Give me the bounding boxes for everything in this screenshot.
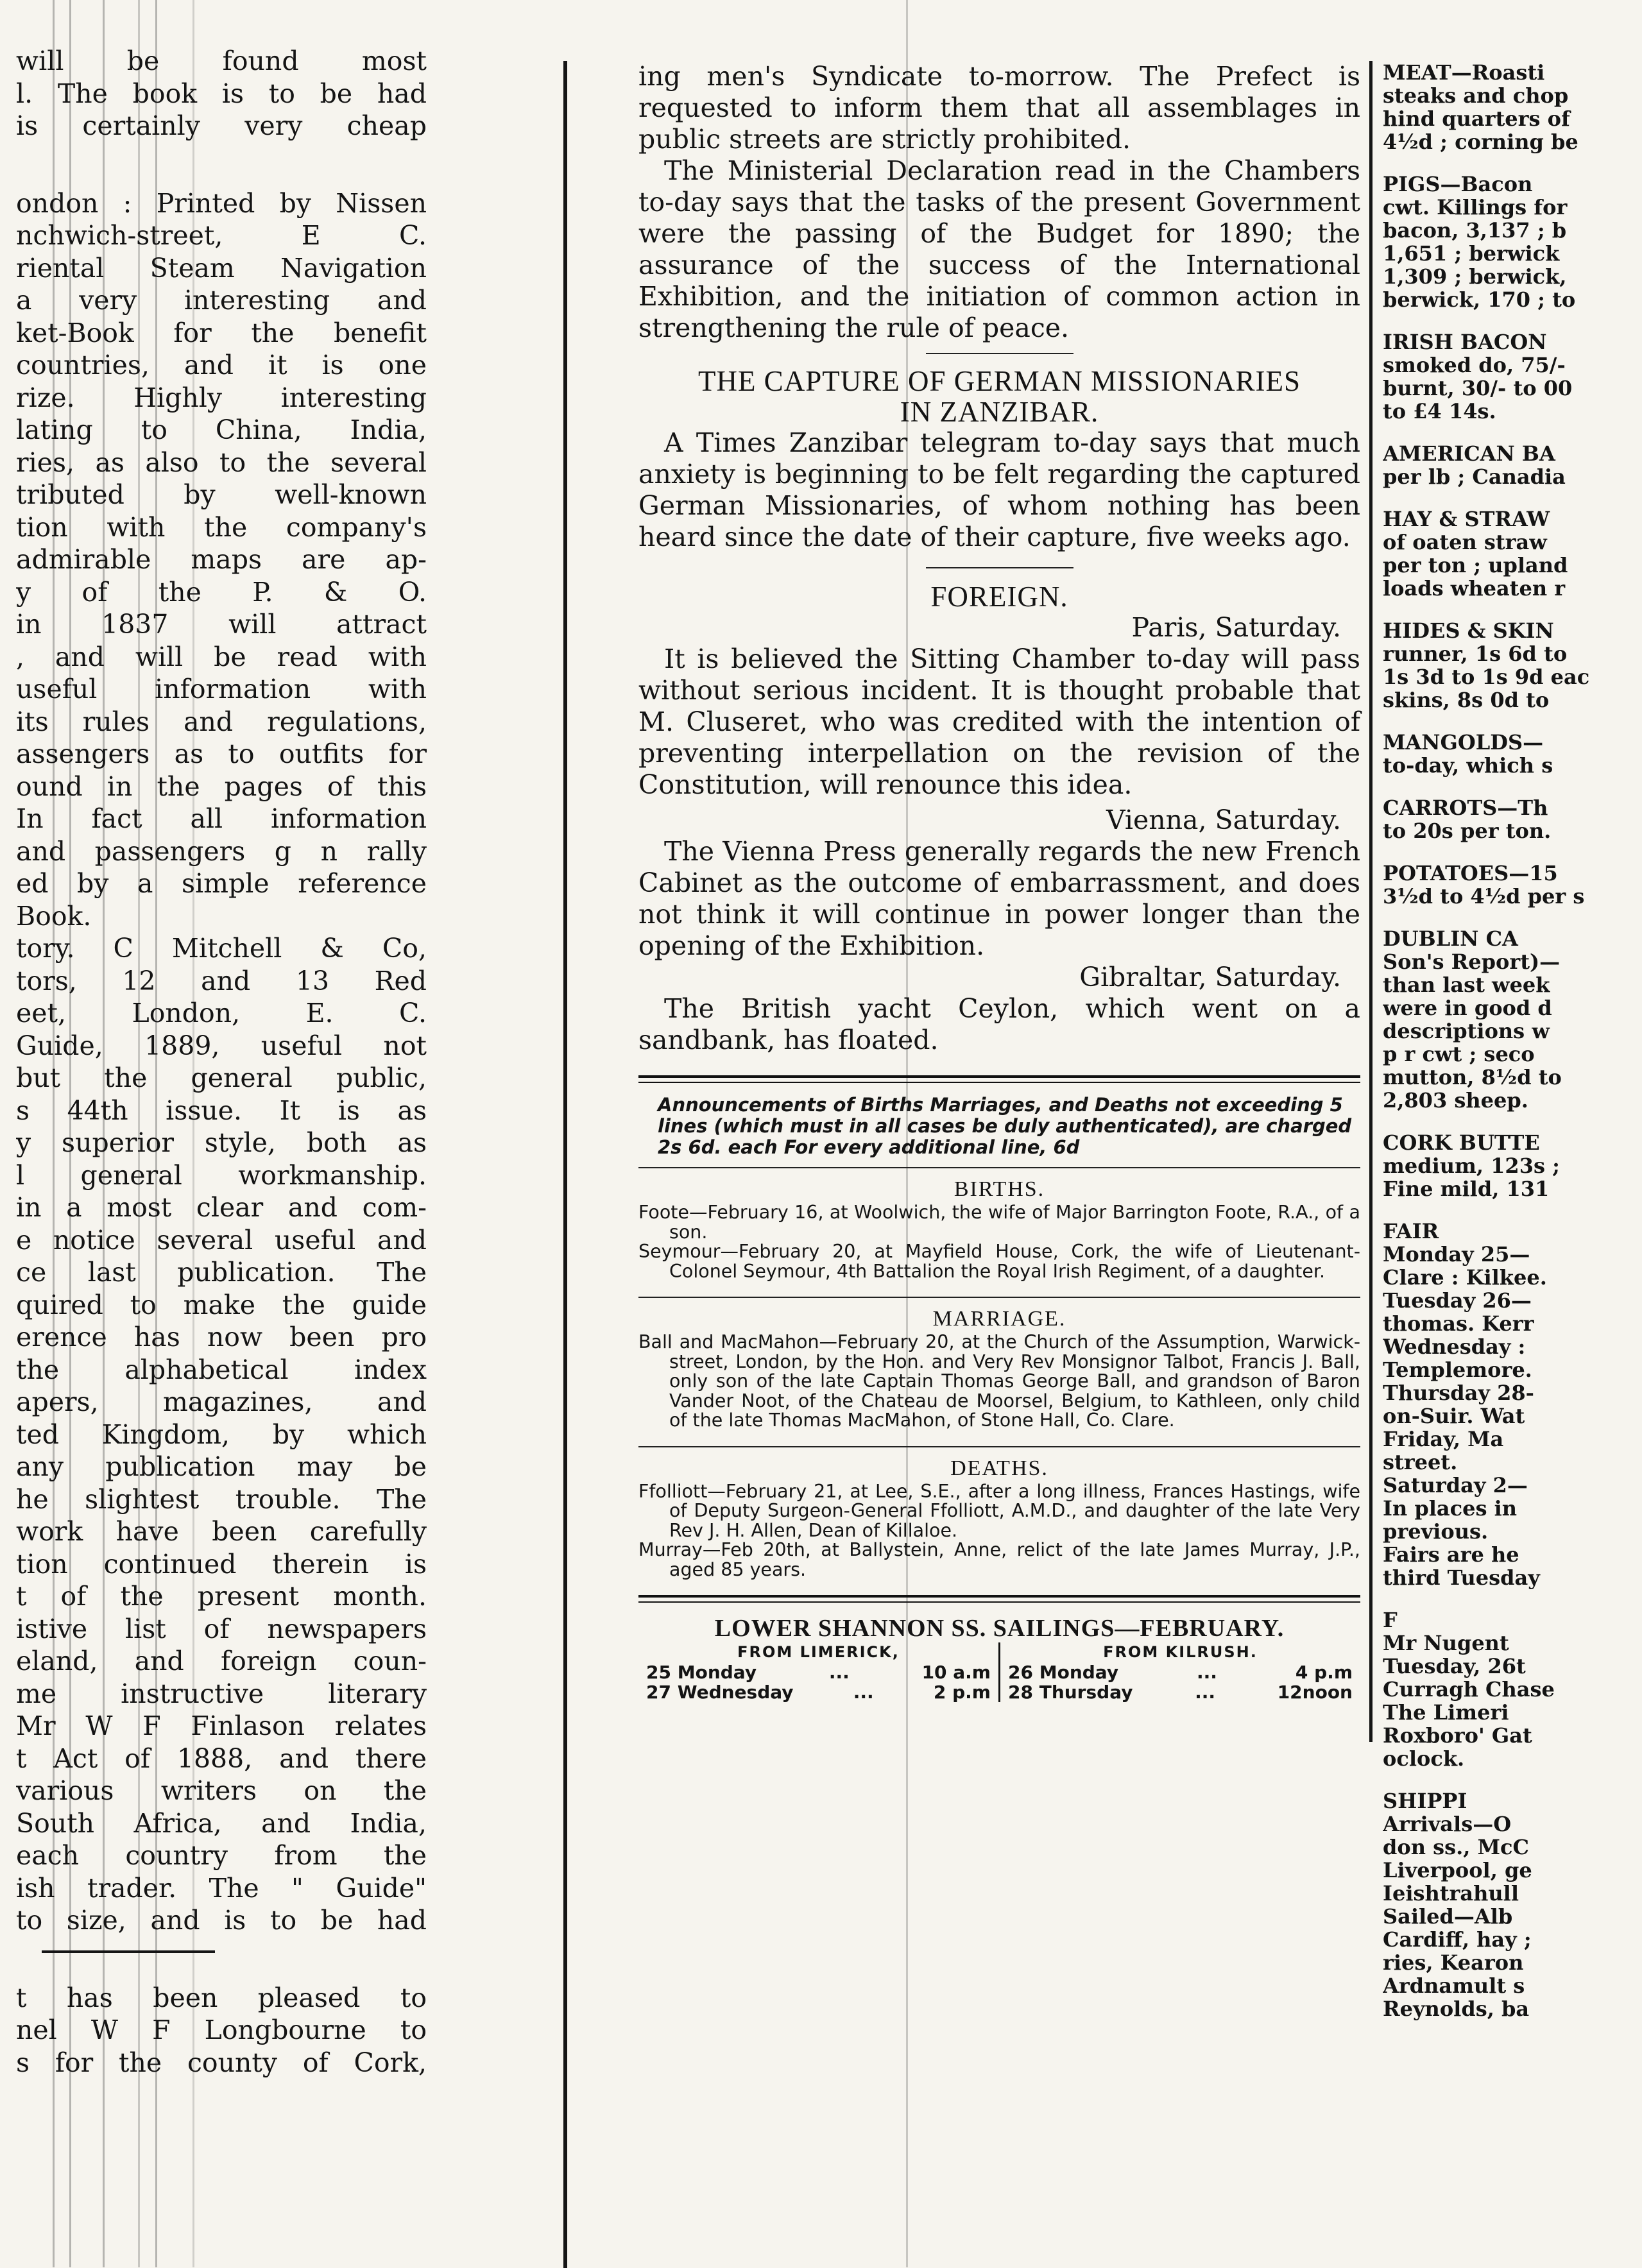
sailing-time: 2 p.m bbox=[933, 1682, 991, 1703]
paris-dateline: Paris, Saturday. bbox=[1131, 612, 1341, 643]
text-line: In fact all information bbox=[16, 803, 427, 834]
text-line: its rules and regulations, bbox=[16, 706, 427, 737]
from-kilrush-label: FROM KILRUSH. bbox=[1103, 1643, 1258, 1661]
text-line: erence has now been pro bbox=[16, 1322, 427, 1352]
text-line: F bbox=[1383, 1608, 1398, 1632]
text-line: of oaten straw bbox=[1383, 530, 1547, 554]
text-line: tors, 12 and 13 Red bbox=[16, 965, 427, 996]
text-line: eet, London, E. C. bbox=[16, 998, 427, 1028]
text-line: p r cwt ; seco bbox=[1383, 1042, 1535, 1066]
text-line: Monday 25— bbox=[1383, 1242, 1530, 1266]
text-line: to-day, which s bbox=[1383, 753, 1553, 778]
death-entry: Ffolliott—February 21, at Lee, S.E., after a long illness, Frances Hastings, wife of Deputy Surgeon-General Ffolliott, A.M.D., and daughter of the late Very Rev J. H. Allen, Dean of Killaloe. bbox=[638, 1480, 1360, 1541]
text-line: ound in the pages of this bbox=[16, 771, 427, 802]
text-line: were in good d bbox=[1383, 996, 1552, 1020]
text-line: oclock. bbox=[1383, 1746, 1465, 1771]
text-line: MANGOLDS— bbox=[1383, 730, 1544, 755]
sailing-dots: ... bbox=[853, 1682, 874, 1703]
sailings-table bbox=[638, 1642, 1360, 1702]
sailing-day: 25 Monday bbox=[646, 1662, 757, 1683]
text-line: various writers on the bbox=[16, 1775, 427, 1806]
text-line: the alphabetical index bbox=[16, 1354, 427, 1385]
text-line: Templemore. bbox=[1383, 1358, 1532, 1382]
sailing-row bbox=[646, 1682, 991, 1702]
text-line: Ieishtrahull bbox=[1383, 1881, 1519, 1906]
death-entry: Murray—Feb 20th, at Ballystein, Anne, relict of the late James Murray, J.P., aged 85 years. bbox=[638, 1539, 1360, 1580]
text-line: ted Kingdom, by which bbox=[16, 1419, 427, 1450]
announcements-notice: Announcements of Births Marriages, and Deaths not exceeding 5 lines (which must in all cases be duly authenticated), are charged 2s 6d. each For every additional line, 6d bbox=[658, 1094, 1352, 1158]
text-line: loads wheaten r bbox=[1383, 576, 1566, 601]
text-line: countries, and it is one bbox=[16, 350, 427, 380]
text-line: Ardnamult s bbox=[1383, 1974, 1525, 1998]
sailings-title: LOWER SHANNON SS. SAILINGS—FEBRUARY. bbox=[714, 1615, 1285, 1642]
text-line: Curragh Chase bbox=[1383, 1677, 1555, 1701]
vienna-dateline: Vienna, Saturday. bbox=[1106, 805, 1341, 835]
text-line: and passengers g n rally bbox=[16, 835, 427, 867]
text-line: berwick, 170 ; to bbox=[1383, 287, 1576, 312]
text-line: MEAT—Roasti bbox=[1383, 61, 1545, 85]
text-line: burnt, 30/- to 00 bbox=[1383, 376, 1573, 400]
text-line: Thursday 28- bbox=[1383, 1381, 1534, 1405]
text-line: Roxboro' Gat bbox=[1383, 1723, 1532, 1748]
text-line: smoked do, 75/- bbox=[1383, 353, 1566, 377]
text-line: Cardiff, hay ; bbox=[1383, 1927, 1532, 1952]
text-line: Arrivals—O bbox=[1383, 1812, 1512, 1836]
text-line: ries, as also to the several bbox=[16, 447, 427, 478]
births-heading: BIRTHS. bbox=[954, 1177, 1045, 1201]
marriage-entry: Ball and MacMahon—February 20, at the Church of the Assumption, Warwick-street, London, by the Hon. and Very Rev Monsignor Talbot, Francis J. Ball, only son of the late Captain Thomas George Ball, and grandson of Baron Vander Noot, of the Chateau de Moorsel, Belgium, to Kathleen, only child of the late Thomas MacMahon, of Stone Hall, Co. Clare. bbox=[638, 1331, 1360, 1431]
text-line: s 44th issue. It is as bbox=[16, 1095, 427, 1126]
text-line: ket-Book for the benefit bbox=[16, 317, 427, 348]
text-line: per lb ; Canadia bbox=[1383, 465, 1566, 489]
text-line: bacon, 3,137 ; b bbox=[1383, 218, 1567, 243]
text-line: assengers as to outfits for bbox=[16, 738, 427, 769]
text-line: t has been pleased to bbox=[16, 1982, 427, 2013]
text-line: 4½d ; corning be bbox=[1383, 130, 1578, 154]
text-line: HIDES & SKIN bbox=[1383, 618, 1554, 643]
text-line: admirable maps are ap- bbox=[16, 544, 427, 575]
text-line: than last week bbox=[1383, 973, 1550, 997]
sailing-time: 10 a.m bbox=[921, 1662, 991, 1683]
text-line: tory. C Mitchell & Co, bbox=[16, 933, 427, 964]
line-gap bbox=[1383, 842, 1642, 862]
text-line: Tuesday, 26t bbox=[1383, 1654, 1526, 1678]
text-line: , and will be read with bbox=[16, 641, 427, 672]
sailing-time: 4 p.m bbox=[1295, 1662, 1353, 1683]
middle-column bbox=[638, 61, 1360, 1702]
birth-entry: Seymour—February 20, at Mayfield House, Cork, the wife of Lieutenant-Colonel Seymour, 4th Battalion the Royal Irish Regiment, of a daughter. bbox=[638, 1241, 1360, 1282]
text-line: tributed by well-known bbox=[16, 479, 427, 510]
text-line: on-Suir. Wat bbox=[1383, 1404, 1525, 1428]
text-line: Tuesday 26— bbox=[1383, 1288, 1532, 1313]
text-line: Mr W F Finlason relates bbox=[16, 1710, 427, 1741]
sailing-row bbox=[1008, 1662, 1353, 1682]
text-line: per ton ; upland bbox=[1383, 553, 1568, 577]
sailing-day: 28 Thursday bbox=[1008, 1682, 1133, 1703]
text-line: DUBLIN CA bbox=[1383, 926, 1518, 951]
text-line: previous. bbox=[1383, 1519, 1489, 1544]
text-line: The Limeri bbox=[1383, 1700, 1509, 1725]
text-line: quired to make the guide bbox=[16, 1289, 427, 1320]
text-line: to size, and is to be had bbox=[16, 1905, 427, 1936]
kilrush-sailings bbox=[998, 1642, 1360, 1702]
text-line: ries, Kearon bbox=[1383, 1950, 1524, 1975]
sailing-dots: ... bbox=[1195, 1682, 1216, 1703]
text-line: a very interesting and bbox=[16, 285, 427, 316]
text-line: skins, 8s 0d to bbox=[1383, 688, 1550, 712]
text-line: y superior style, both as bbox=[16, 1127, 427, 1158]
section-rule bbox=[638, 1595, 1360, 1603]
text-line: to £4 14s. bbox=[1383, 399, 1496, 423]
ministerial-declaration: The Ministerial Declaration read in the Chambers to-day says that the tasks of the present Government were the passing of the Budget for 1890; the assurance of the success of the International Exhibition, and the initiation of common action in strengthening the rule of peace. bbox=[638, 155, 1360, 343]
text-line: riental Steam Navigation bbox=[16, 252, 427, 284]
text-line: Liverpool, ge bbox=[1383, 1858, 1532, 1882]
text-line: ish trader. The " Guide" bbox=[16, 1872, 427, 1904]
line-gap bbox=[16, 1937, 427, 1982]
text-line: me instructive literary bbox=[16, 1678, 427, 1709]
text-line: Saturday 2— bbox=[1383, 1473, 1528, 1497]
line-gap bbox=[1383, 777, 1642, 796]
line-gap bbox=[16, 142, 427, 187]
text-line: nchwich-street, E C. bbox=[16, 220, 427, 251]
line-gap bbox=[1383, 1200, 1642, 1220]
text-line: he slightest trouble. The bbox=[16, 1483, 427, 1515]
text-line: third Tuesday bbox=[1383, 1565, 1540, 1590]
paris-news-continued: ing men's Syndicate to-morrow. The Prefect is requested to inform them that all assemblages in public streets are strictly prohibited. bbox=[638, 61, 1360, 155]
sailing-row bbox=[646, 1662, 991, 1682]
text-line: l. The book is to be had bbox=[16, 78, 427, 109]
text-line: t of the present month. bbox=[16, 1581, 427, 1612]
text-line: 1s 3d to 1s 9d eac bbox=[1383, 665, 1590, 689]
text-line: runner, 1s 6d to bbox=[1383, 642, 1568, 666]
section-rule bbox=[638, 1075, 1360, 1083]
text-line: each country from the bbox=[16, 1840, 427, 1871]
marriage-heading: MARRIAGE. bbox=[932, 1307, 1066, 1331]
text-line: Fine mild, 131 bbox=[1383, 1177, 1550, 1201]
text-line: mutton, 8½d to bbox=[1383, 1065, 1562, 1089]
line-gap bbox=[1383, 311, 1642, 330]
text-line: s for the county of Cork, bbox=[16, 2047, 427, 2078]
text-line: useful information with bbox=[16, 674, 427, 704]
text-line: but the general public, bbox=[16, 1062, 427, 1093]
text-line: In places in bbox=[1383, 1496, 1518, 1521]
text-line: l general workmanship. bbox=[16, 1159, 427, 1191]
capture-headline: THE CAPTURE OF GERMAN MISSIONARIES bbox=[697, 365, 1301, 397]
sailing-day: 26 Monday bbox=[1008, 1662, 1119, 1683]
text-line: medium, 123s ; bbox=[1383, 1154, 1560, 1178]
text-line: AMERICAN BA bbox=[1383, 441, 1555, 466]
sailing-row bbox=[1008, 1682, 1353, 1702]
text-line: South Africa, and India, bbox=[16, 1807, 427, 1839]
text-line: is certainly very cheap bbox=[16, 110, 427, 141]
paris-article: It is believed the Sitting Chamber to-day will pass without serious incident. It is thought probable that M. Cluseret, who was credited with the intention of preventing interpellation on the revision of the Constitution, will renounce this idea. bbox=[638, 644, 1360, 800]
line-gap bbox=[1383, 488, 1642, 507]
text-line: Friday, Ma bbox=[1383, 1427, 1504, 1451]
limerick-sailings bbox=[638, 1642, 998, 1702]
separator bbox=[926, 353, 1073, 354]
text-line: cwt. Killings for bbox=[1383, 195, 1568, 219]
line-gap bbox=[1383, 423, 1642, 442]
line-gap bbox=[1383, 1112, 1642, 1131]
separator bbox=[638, 1446, 1360, 1447]
text-line: tion continued therein is bbox=[16, 1548, 427, 1580]
text-line: istive list of newspapers bbox=[16, 1613, 427, 1644]
text-line: 3½d to 4½d per s bbox=[1383, 884, 1585, 908]
text-line: lating to China, India, bbox=[16, 414, 427, 445]
text-line: CARROTS—Th bbox=[1383, 796, 1548, 820]
sailing-time: 12noon bbox=[1277, 1682, 1353, 1703]
line-gap bbox=[1383, 1770, 1642, 1789]
text-line: ce last publication. The bbox=[16, 1257, 427, 1288]
text-line: CORK BUTTE bbox=[1383, 1130, 1540, 1155]
text-line: tion with the company's bbox=[16, 511, 427, 543]
right-column-text bbox=[1383, 61, 1642, 2114]
gibraltar-dateline: Gibraltar, Saturday. bbox=[1079, 962, 1341, 993]
line-gap bbox=[1383, 153, 1642, 173]
text-line: PIGS—Bacon bbox=[1383, 172, 1533, 196]
sailing-day: 27 Wednesday bbox=[646, 1682, 794, 1703]
text-line: in 1837 will attract bbox=[16, 609, 427, 640]
from-limerick-label: FROM LIMERICK, bbox=[737, 1643, 900, 1661]
sailing-dots: ... bbox=[828, 1662, 850, 1683]
column-rule bbox=[563, 61, 567, 2268]
text-line: POTATOES—15 bbox=[1383, 861, 1558, 885]
text-line: steaks and chop bbox=[1383, 83, 1569, 108]
sailing-dots: ... bbox=[1197, 1662, 1217, 1683]
text-line: 2,803 sheep. bbox=[1383, 1088, 1528, 1113]
text-line: FAIR bbox=[1383, 1219, 1439, 1243]
text-line: IRISH BACON bbox=[1383, 330, 1547, 354]
capture-subheadline: IN ZANZIBAR. bbox=[900, 396, 1099, 428]
text-line: will be found most bbox=[16, 46, 427, 76]
separator bbox=[638, 1297, 1360, 1298]
text-line: HAY & STRAW bbox=[1383, 507, 1550, 531]
text-line: to 20s per ton. bbox=[1383, 819, 1552, 843]
text-line: Book. bbox=[16, 900, 92, 932]
column-rule bbox=[1369, 61, 1373, 1742]
text-line: eland, and foreign coun- bbox=[16, 1646, 427, 1676]
text-line: street. bbox=[1383, 1450, 1458, 1474]
text-line: ondon : Printed by Nissen bbox=[16, 187, 427, 219]
text-line: 1,309 ; berwick, bbox=[1383, 264, 1567, 289]
text-line: hind quarters of bbox=[1383, 107, 1570, 131]
text-line: thomas. Kerr bbox=[1383, 1311, 1534, 1336]
line-gap bbox=[1383, 1589, 1642, 1608]
text-line: Wednesday : bbox=[1383, 1334, 1526, 1359]
text-line: Guide, 1889, useful not bbox=[16, 1030, 427, 1061]
gibraltar-article: The British yacht Ceylon, which went on a sandbank, has floated. bbox=[638, 993, 1360, 1055]
text-line: work have been carefully bbox=[16, 1516, 427, 1547]
text-line: ed by a simple reference bbox=[16, 868, 427, 899]
text-line: e notice several useful and bbox=[16, 1224, 427, 1256]
separator bbox=[638, 1167, 1360, 1168]
text-line: SHIPPI bbox=[1383, 1789, 1467, 1813]
left-column-text bbox=[16, 45, 427, 2162]
line-gap bbox=[1383, 600, 1642, 619]
text-line: 1,651 ; berwick bbox=[1383, 241, 1560, 266]
text-line: nel W F Longbourne to bbox=[16, 2015, 427, 2045]
line-gap bbox=[1383, 712, 1642, 731]
capture-article: A Times Zanzibar telegram to-day says that much anxiety is beginning to be felt regarding the captured German Missionaries, of whom nothing has been heard since the date of their capture, five weeks ago. bbox=[638, 427, 1360, 552]
text-line: apers, magazines, and bbox=[16, 1386, 427, 1417]
text-line: y of the P. & O. bbox=[16, 576, 427, 608]
text-line: Son's Report)— bbox=[1383, 950, 1561, 974]
foreign-heading: FOREIGN. bbox=[930, 581, 1068, 613]
text-line: t Act of 1888, and there bbox=[16, 1743, 427, 1774]
text-line: Fairs are he bbox=[1383, 1542, 1519, 1567]
text-line: Clare : Kilkee. bbox=[1383, 1265, 1547, 1290]
text-line: Reynolds, ba bbox=[1383, 1997, 1530, 2021]
deaths-heading: DEATHS. bbox=[950, 1456, 1048, 1480]
vienna-article: The Vienna Press generally regards the new French Cabinet as the outcome of embarrassment, and does not think it will continue in power longer than the opening of the Exhibition. bbox=[638, 836, 1360, 961]
text-line: don ss., McC bbox=[1383, 1835, 1529, 1859]
text-line: rize. Highly interesting bbox=[16, 382, 427, 413]
text-line: any publication may be bbox=[16, 1451, 427, 1482]
text-line: in a most clear and com- bbox=[16, 1192, 427, 1223]
text-line: descriptions w bbox=[1383, 1019, 1550, 1043]
separator bbox=[926, 567, 1073, 568]
text-line: Sailed—Alb bbox=[1383, 1904, 1513, 1929]
text-line: Mr Nugent bbox=[1383, 1631, 1509, 1655]
birth-entry: Foote—February 16, at Woolwich, the wife of Major Barrington Foote, R.A., of a son. bbox=[638, 1202, 1360, 1243]
line-gap bbox=[1383, 908, 1642, 927]
